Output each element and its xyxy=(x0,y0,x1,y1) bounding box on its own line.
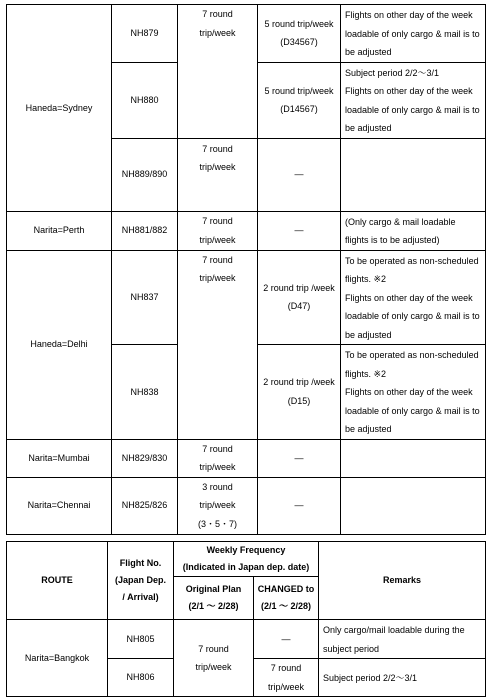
original-plan-cell: 7 round trip/week xyxy=(178,211,258,250)
table-row xyxy=(7,620,486,659)
changed-cell: — xyxy=(258,211,341,250)
remarks-cell: To be operated as non-scheduled flights. ※2 Flights on other day of the week loadable of only cargo & mail is to be adjusted xyxy=(341,345,486,440)
remarks-cell xyxy=(341,439,486,477)
route-cell: Narita=Mumbai xyxy=(7,439,112,477)
weekly-frequency-header: Weekly Frequency (Indicated in Japan dep. date) xyxy=(174,542,319,577)
table-row xyxy=(7,250,486,345)
route-cell: Haneda=Sydney xyxy=(7,5,112,212)
table-row xyxy=(7,211,486,250)
original-plan-cell: 7 round trip/week xyxy=(178,5,258,139)
changed-cell: 7 round trip/week xyxy=(254,659,319,697)
flight-no-cell: NH889/890 xyxy=(112,138,178,211)
original-plan-header: Original Plan (2/1 〜 2/28) xyxy=(174,577,254,620)
flight-no-cell: NH825/826 xyxy=(112,477,178,534)
table-row xyxy=(7,5,486,63)
flight-schedule-table xyxy=(6,4,486,535)
changed-cell: 2 round trip /week (D15) xyxy=(258,345,341,440)
changed-cell: — xyxy=(258,477,341,534)
original-plan-cell: 7 round trip/week xyxy=(178,138,258,211)
original-plan-cell: 7 round trip/week xyxy=(178,250,258,439)
header-row xyxy=(7,542,486,577)
flight-no-cell: NH880 xyxy=(112,62,178,138)
table-row xyxy=(7,439,486,477)
route-cell: Narita=Chennai xyxy=(7,477,112,534)
flight-no-cell: NH837 xyxy=(112,250,178,345)
remarks-cell: Flights on other day of the week loadable of only cargo & mail is to be adjusted xyxy=(341,5,486,63)
flight-no-cell: NH805 xyxy=(108,620,174,659)
remarks-cell: Subject period 2/2〜3/1 Flights on other day of the week loadable of only cargo & mail is to be adjusted xyxy=(341,62,486,138)
route-header: ROUTE xyxy=(7,542,108,620)
route-cell: Narita=Perth xyxy=(7,211,112,250)
remarks-cell xyxy=(341,477,486,534)
flight-no-cell: NH838 xyxy=(112,345,178,440)
flight-no-header: Flight No. (Japan Dep. / Arrival) xyxy=(108,542,174,620)
changed-cell: — xyxy=(258,138,341,211)
changed-cell: — xyxy=(254,620,319,659)
remarks-cell: Subject period 2/2〜3/1 xyxy=(319,659,486,697)
remarks-header: Remarks xyxy=(319,542,486,620)
flight-no-cell: NH806 xyxy=(108,659,174,697)
changed-cell: 2 round trip /week (D47) xyxy=(258,250,341,345)
changed-cell: — xyxy=(258,439,341,477)
original-plan-cell: 7 round trip/week xyxy=(174,620,254,697)
remarks-cell xyxy=(341,138,486,211)
changed-cell: 5 round trip/week (D34567) xyxy=(258,5,341,63)
changed-header: CHANGED to (2/1 〜 2/28) xyxy=(254,577,319,620)
changed-cell: 5 round trip/week (D14567) xyxy=(258,62,341,138)
flight-no-cell: NH879 xyxy=(112,5,178,63)
original-plan-cell: 3 round trip/week (3・5・7) xyxy=(178,477,258,534)
remarks-cell: Only cargo/mail loadable during the subject period xyxy=(319,620,486,659)
flight-no-cell: NH881/882 xyxy=(112,211,178,250)
remarks-cell: (Only cargo & mail loadable flights is to be adjusted) xyxy=(341,211,486,250)
remarks-cell: To be operated as non-scheduled flights. ※2 Flights on other day of the week loadable of only cargo & mail is to be adjusted xyxy=(341,250,486,345)
table-row xyxy=(7,477,486,534)
route-cell: Haneda=Delhi xyxy=(7,250,112,439)
route-cell: Narita=Bangkok xyxy=(7,620,108,697)
original-plan-cell: 7 round trip/week xyxy=(178,439,258,477)
bangkok-schedule-table xyxy=(6,541,486,697)
flight-no-cell: NH829/830 xyxy=(112,439,178,477)
